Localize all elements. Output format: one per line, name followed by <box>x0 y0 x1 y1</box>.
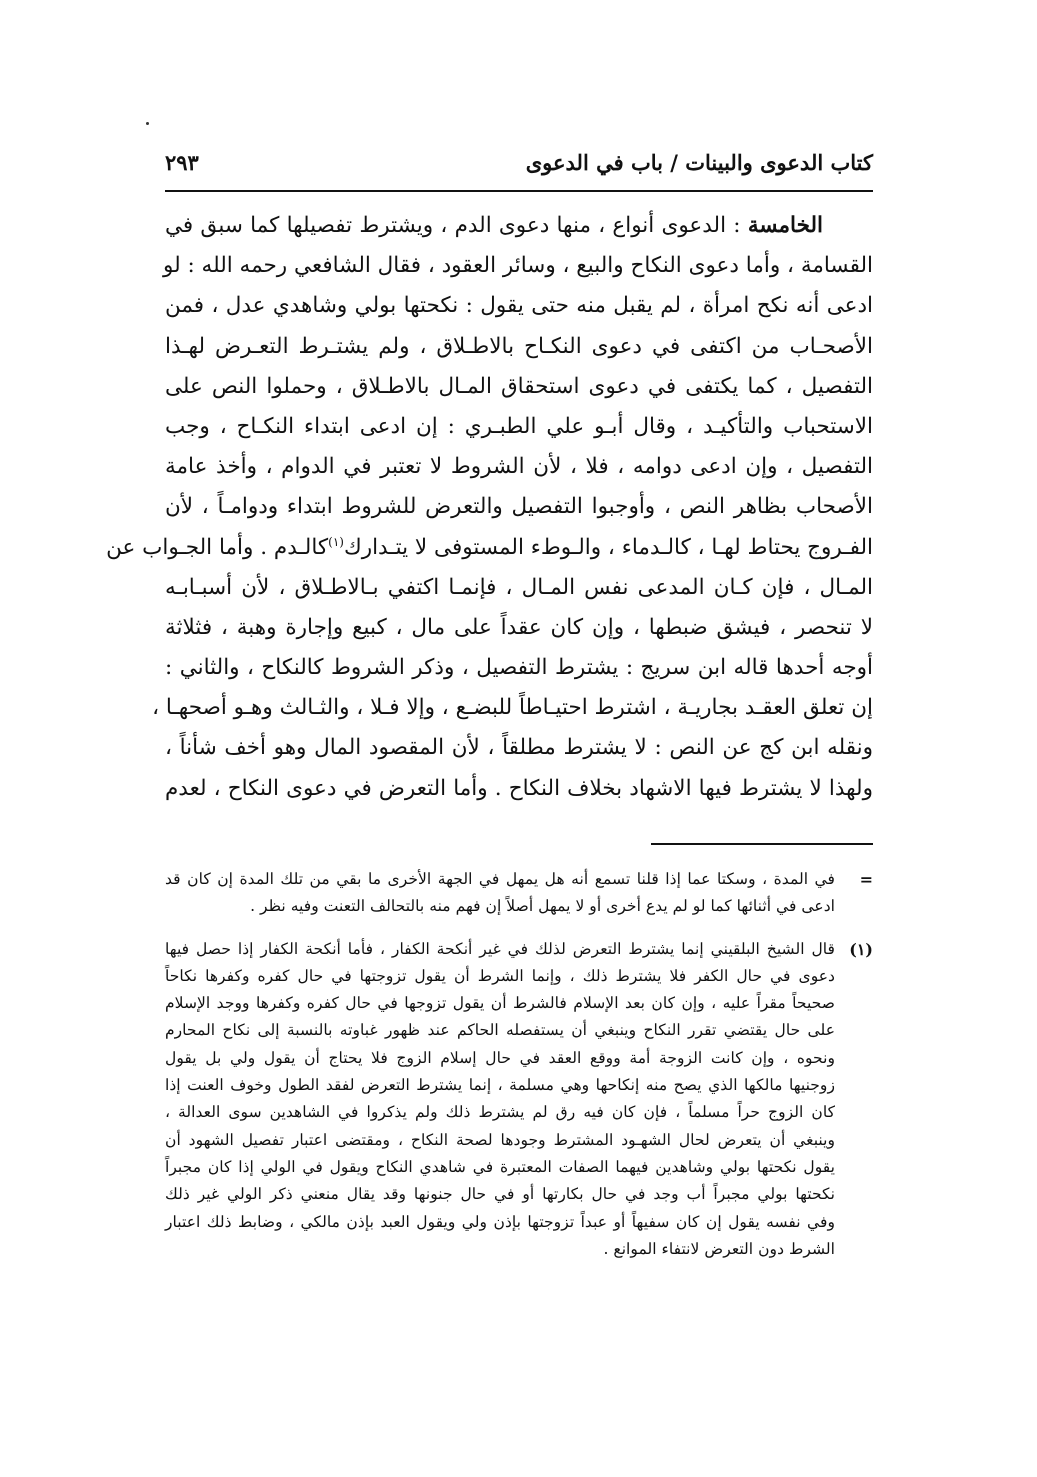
body-line: الأصحـاب من اكتفى في دعوى النكـاح بالاطـلاق ، ولم يشتـرط التعـرض لهـذا <box>165 333 873 359</box>
running-title: كتاب الدعوى والبينات / باب في الدعوى <box>525 150 873 175</box>
footnote-line: ونحوه ، وإن كانت الزوجة أمة ووقع العقد في حال إسلام الزوج فلا يحتاج أن يقول ولي بل يقول <box>165 1048 835 1067</box>
footnote-rule <box>651 843 873 845</box>
footnote-1 <box>165 936 873 1264</box>
body-line: القسامة ، وأما دعوى النكاح والبيع ، وسائر العقود ، فقال الشافعي رحمه الله : لو <box>162 253 873 279</box>
body-line: المـال ، فإن كـان المدعى نفس المـال ، فإنمـا اكتفي بـالاطـلاق ، لأن أسبـابـه <box>165 574 873 600</box>
footnote-line: الشرط دون التعرض لانتفاء الموانع . <box>603 1239 835 1258</box>
footnote-reference[interactable]: (١) <box>328 534 344 549</box>
footnote-line: صحيحاً مقراً عليه ، وإن كان بعد الإسلام فالشرط أن يقول تزوجها في حال كفره وكفرها ووجد الإسلام <box>165 994 835 1013</box>
footnote-line: قال الشيخ البلقيني إنما يشترط التعرض لذلك في غير أنكحة الكفار ، فأما أنكحة الكفار إذا حصل فيها <box>165 939 835 958</box>
body-line: التفصيل ، كما يكتفى في دعوى استحقاق المـال بالاطـلاق ، وحملوا النص على <box>165 373 873 399</box>
footnote-line: كان الزوج حراً مسلماً ، فإن كان فيه رق لم يشترط ذلك ولم يذكروا في الشاهدين سوى العدالة ، <box>165 1103 835 1122</box>
body-line-text: كالـدم . وأما الجـواب عن <box>106 534 329 560</box>
body-line: الاستحباب والتأكيـد ، وقال أبـو علي الطبـري : إن ادعى ابتداء النكـاح ، وجب <box>165 413 873 439</box>
body-line-text: الفـروج يحتاط لهـا ، كالـدماء ، والـوطء المستوفى لا يتـدارك <box>343 534 873 560</box>
footnotes <box>165 866 873 1263</box>
body-line: إن تعلق العقـد بجاريـة ، اشترط احتيـاطاً للبضـع ، وإلا فـلا ، والثـالث وهـو أصحهـا ، <box>152 695 873 721</box>
body-line: التفصيل ، وإن ادعى دوامه ، فلا ، لأن الشروط لا تعتبر في الدوام ، وأخذ عامة <box>165 454 873 480</box>
body-line: الأصحاب بظاهر النص ، وأوجبوا التفصيل والتعرض للشروط ابتداء ودوامـاً ، لأن <box>165 494 873 520</box>
body-line-text: : الدعوى أنواع ، منها دعوى الدم ، ويشترط تفصيلها كما سبق في <box>165 213 741 238</box>
footnote-marker: = <box>859 870 873 889</box>
body-line: ونقله ابن كج عن النص : لا يشترط مطلقاً ، لأن المقصود المال وهو أخف شأناً ، <box>165 735 873 761</box>
body-line: أوجه أحدها قاله ابن سريج : يشترط التفصيل ، وذكر الشروط كالنكاح ، والثاني : <box>165 655 873 681</box>
footnote-line: زوجنيها مالكها الذي يصح منه إنكاحها وهي مسلمة ، إنما يشترط التعرض لفقد الطول وخوف العنت إذا <box>165 1076 835 1095</box>
footnote-line: في المدة ، وسكتا عما إذا قلنا تسمع أنه هل يمهل في الجهة الأخرى ما بقي من تلك المدة إن كان قد <box>165 870 835 888</box>
scan-speck <box>146 122 149 125</box>
footnote-marker: (١) <box>849 939 873 959</box>
footnote-line: ادعى في أثنائها كما لو لم يدع أخرى أو لا يمهل أصلاً إن فهم منه بالتحالف التعنت وفيه نظر . <box>250 897 835 916</box>
body-line: ولهذا لا يشترط فيها الاشهاد بخلاف النكاح . وأما التعرض في دعوى النكاح ، لعدم <box>165 775 873 801</box>
body-line <box>106 528 873 568</box>
footnote-continuation <box>165 866 873 921</box>
body-line: ادعى أنه نكح امرأة ، لم يقبل منه حتى يقول : نكحتها بولي وشاهدي عدل ، فمن <box>165 293 873 319</box>
body-line <box>165 206 873 246</box>
main-text <box>106 206 873 809</box>
page-number: ٢٩٣ <box>165 150 199 175</box>
footnote-line: وينبغي أن يتعرض لحال الشهـود المشترط وجودها لصحة النكاح ، ومقتضى اعتبار تفصيل الشهود أن <box>165 1130 835 1149</box>
running-head <box>165 148 873 188</box>
section-lead-word: الخامسة <box>747 213 823 238</box>
footnote-line: يقول نكحتها بولي وشاهدين فيهما الصفات المعتبرة في شاهدي النكاح ويقول في الولي إذا كان مجبراً <box>165 1157 835 1176</box>
footnote-line: على حال يقتضي تقرر النكاح وينبغي أن يستفصله الحاكم عند ظهور غباوته بالنسبة إلى نكاح المحارم <box>165 1021 835 1040</box>
footnote-line: نكحتها بولي مجبراً أب وجد في حال بكارتها أو في حال جنونها وقد يقال منعني ذكر الولي غير ذلك <box>165 1185 835 1204</box>
footnote-line: دعوى في حال الكفر فلا يشترط ذلك ، وإنما الشرط أن يقول تزوجتها في حال كفره وكفرها نكاحاً <box>165 966 835 985</box>
body-line: لا تنحصر ، فيشق ضبطها ، وإن كان عقداً على مال ، كبيع وإجارة وهبة ، فثلاثة <box>165 614 873 640</box>
footnote-line: وفي نفسه يقول إن كان سفيهاً أو عبداً تزوجتها بإذن ولي ويقول العبد بإذن مالكي ، وضابط ذلك اعتبار <box>165 1212 835 1231</box>
header-rule <box>165 190 873 192</box>
